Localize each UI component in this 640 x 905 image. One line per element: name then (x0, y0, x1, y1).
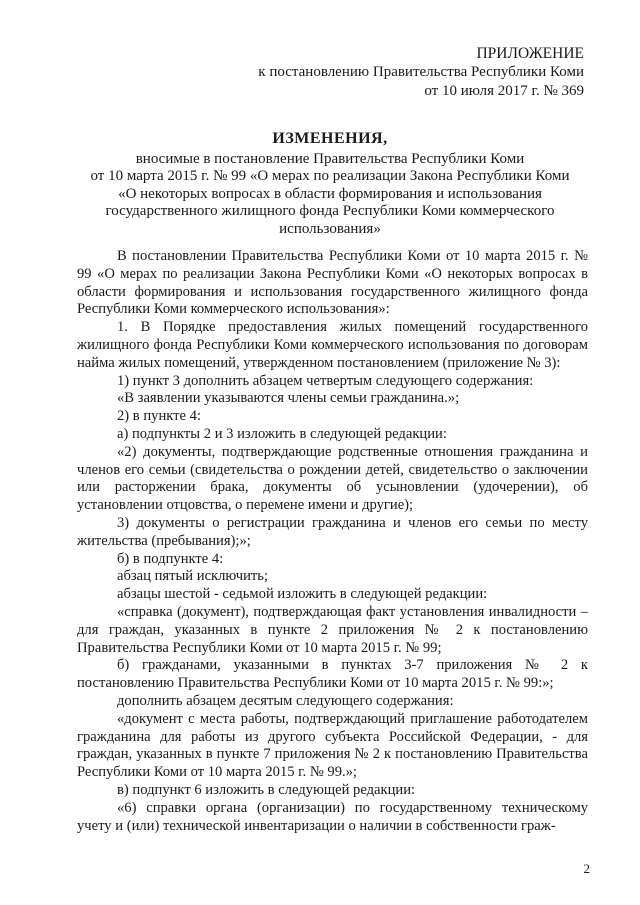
paragraph: абзац пятый исключить; (117, 568, 269, 585)
paragraph: дополнить абзацем десятым следующего содержания: (117, 692, 454, 709)
title-line-2: от 10 марта 2015 г. № 99 «О мерах по реализации Закона Республики Коми (90, 168, 570, 184)
paragraph: «2) документы, подтверждающие родственные отношения гражданина и членов его семьи (свидетельства о рождении детей, свидетельство о заключении или расторжении брака, документы об усыновлении (удочерении), об установлении отцовства, о перемене имени и другие); (77, 443, 588, 514)
document-title (70, 130, 590, 238)
appendix-label: ПРИЛОЖЕНИЕ (476, 45, 584, 62)
title-line-1: вносимые в постановление Правительства Республики Коми (135, 150, 525, 167)
paragraph: б) в подпункте 4: (117, 550, 224, 567)
paragraph: б) гражданами, указанными в пунктах 3-7 приложения № 2 к постановлению Правительства Республики Коми от 10 марта 2015 г. № 99:»; (77, 657, 588, 692)
paragraph: «справка (документ), подтверждающая факт установления инвалидности – для граждан, указанных в пункте 2 приложения № 2 к постановлению Правительства Республики Коми от 10 марта 2015 г. № 99; (77, 603, 588, 656)
appendix-reference: к постановлению Правительства Республики Коми (258, 64, 584, 80)
paragraph: «6) справки органа (организации) по государственному техническому учету и (или) технической инвентаризации о наличии в собственности граж- (77, 799, 588, 834)
title-heading: ИЗМЕНЕНИЯ, (272, 130, 388, 147)
paragraph: 3) документы о регистрации гражданина и членов его семьи по месту жительства (пребывания);»; (77, 514, 588, 549)
page-number: 2 (583, 861, 590, 876)
paragraph: в) подпункт 6 изложить в следующей редакции: (117, 781, 416, 798)
paragraph: «документ с места работы, подтверждающий приглашение работодателем гражданина для работы из другого субъекта Российской Федерации, - для граждан, указанных в пункте 7 приложения № 2 к постановлению Правительства Республики Коми от 10 марта 2015 г. № 99.»; (77, 710, 588, 781)
paragraph: 1) пункт 3 дополнить абзацем четвертым следующего содержания: (117, 372, 534, 389)
paragraph: 1. В Порядке предоставления жилых помещений государственного жилищного фонда Республики Коми коммерческого использования по договорам найма жилых помещений, утвержденном постановлением (приложение № 3): (77, 319, 588, 371)
paragraph: абзацы шестой - седьмой изложить в следующей редакции: (117, 586, 488, 603)
paragraph: «В заявлении указываются члены семьи гражданина.»; (117, 390, 460, 407)
appendix-date: от 10 июля 2017 г. № 369 (424, 83, 584, 99)
document-body (77, 248, 588, 835)
paragraph: 2) в пункте 4: (117, 408, 202, 425)
title-line-5: использования» (279, 220, 381, 237)
title-line-3: «О некоторых вопросах в области формирования и использования (118, 185, 542, 202)
paragraph: В постановлении Правительства Республики Коми от 10 марта 2015 г. № 99 «О мерах по реализации Закона Республики Коми «О некоторых вопросах в области формирования и использования государственного жилищного фонда Республики Коми коммерческого использования»: (77, 248, 588, 318)
paragraph: а) подпункты 2 и 3 изложить в следующей редакции: (117, 425, 447, 442)
appendix-header (258, 44, 584, 101)
title-line-4: государственного жилищного фонда Республики Коми коммерческого (105, 203, 555, 219)
